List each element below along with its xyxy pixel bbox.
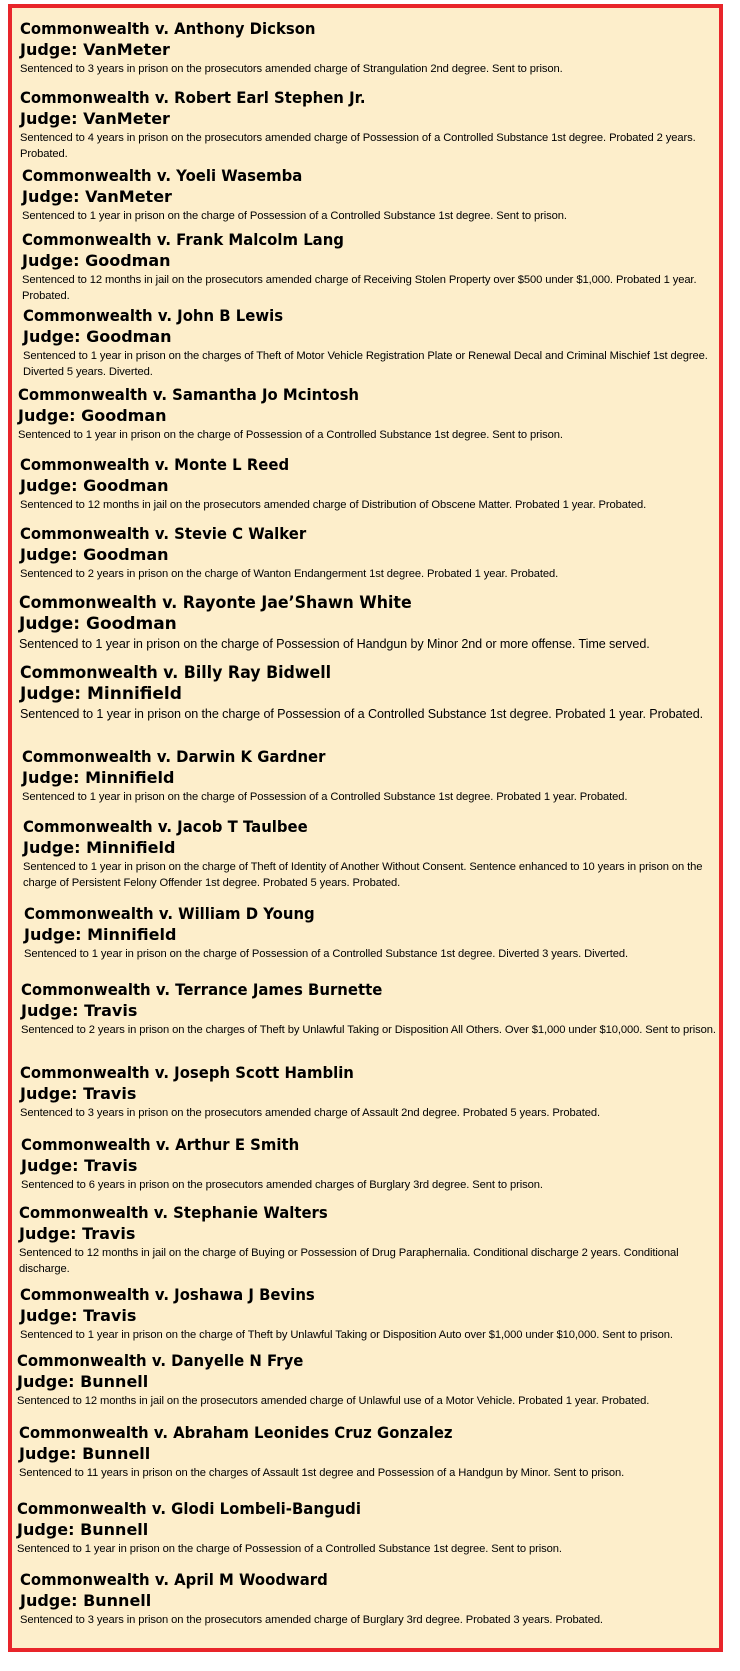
sentence-text: Sentenced to 1 year in prison on the charge of Possession of a Controlled Substance 1st degree. Diverted 3 years. Diverted. — [24, 948, 628, 960]
sentence-text: Sentenced to 11 years in prison on the charges of Assault 1st degree and Possession of a Handgun by Minor. Sent to prison. — [19, 1467, 625, 1479]
case-title: Commonwealth v. Yoeli Wasemba — [22, 166, 303, 185]
court-sentencing-list — [8, 4, 723, 1652]
sentence-text: Sentenced to 12 months in jail on the prosecutors amended charge of Receiving Stolen Property over $500 under $1,000. Probated 1 year. Probated. — [22, 274, 697, 302]
case-title: Commonwealth v. Jacob T Taulbee — [23, 817, 308, 836]
judge-name: Judge: VanMeter — [22, 187, 172, 206]
sentence-text: Sentenced to 1 year in prison on the charge of Theft by Unlawful Taking or Disposition Auto over $1,000 under $10,000. Sent to prison. — [20, 1329, 673, 1341]
sentence-text: Sentenced to 1 year in prison on the charge of Possession of Handgun by Minor 2nd or more offense. Time served. — [19, 637, 650, 651]
case-entry — [22, 165, 722, 224]
case-entry — [17, 1350, 717, 1409]
case-entry — [20, 1284, 720, 1343]
case-entry — [18, 384, 718, 443]
case-entry — [20, 1569, 720, 1628]
sentence-text: Sentenced to 3 years in prison on the prosecutors amended charge of Burglary 3rd degree. Probated 3 years. Probated. — [20, 1614, 603, 1626]
case-entry — [20, 87, 720, 162]
judge-name: Judge: Travis — [20, 1084, 137, 1103]
sentence-text: Sentenced to 1 year in prison on the charge of Possession of a Controlled Substance 1st degree. Sent to prison. — [18, 429, 563, 441]
case-entry — [17, 1498, 717, 1557]
judge-name: Judge: Travis — [21, 1156, 138, 1175]
judge-name: Judge: Minnifield — [20, 684, 182, 704]
case-title: Commonwealth v. Frank Malcolm Lang — [22, 230, 344, 249]
case-title: Commonwealth v. Robert Earl Stephen Jr. — [20, 88, 366, 107]
case-title: Commonwealth v. Joshawa J Bevins — [20, 1285, 315, 1304]
judge-name: Judge: Travis — [21, 1001, 138, 1020]
sentence-text: Sentenced to 1 year in prison on the charge of Possession of a Controlled Substance 1st degree. Probated 1 year. Probated. — [22, 791, 628, 803]
case-title: Commonwealth v. April M Woodward — [20, 1570, 328, 1589]
case-title: Commonwealth v. Rayonte Jae’Shawn White — [19, 593, 412, 613]
case-entry — [19, 1422, 719, 1481]
case-entry — [20, 523, 720, 582]
judge-name: Judge: Goodman — [20, 545, 169, 564]
judge-name: Judge: Bunnell — [17, 1372, 149, 1391]
sentence-text: Sentenced to 1 year in prison on the charge of Possession of a Controlled Substance 1st degree. Probated 1 year. Probated. — [20, 707, 704, 721]
case-entry — [19, 593, 719, 652]
sentence-text: Sentenced to 3 years in prison on the prosecutors amended charge of Strangulation 2nd degree. Sent to prison. — [20, 63, 563, 75]
case-entry — [22, 229, 722, 304]
sentence-text: Sentenced to 2 years in prison on the charges of Theft by Unlawful Taking or Disposition All Others. Over $1,000 under $10,000. Sent to prison. — [21, 1024, 716, 1036]
case-title: Commonwealth v. Danyelle N Frye — [17, 1351, 304, 1370]
judge-name: Judge: VanMeter — [20, 40, 170, 59]
case-title: Commonwealth v. Abraham Leonides Cruz Gonzalez — [19, 1423, 453, 1442]
case-entry — [24, 903, 724, 962]
case-title: Commonwealth v. Monte L Reed — [20, 455, 290, 474]
case-title: Commonwealth v. Joseph Scott Hamblin — [20, 1063, 354, 1082]
case-entry — [23, 816, 723, 891]
case-title: Commonwealth v. John B Lewis — [23, 306, 284, 325]
judge-name: Judge: Goodman — [22, 251, 171, 270]
sentence-text: Sentenced to 12 months in jail on the prosecutors amended charge of Unlawful use of a Motor Vehicle. Probated 1 year. Probated. — [17, 1395, 650, 1407]
judge-name: Judge: VanMeter — [20, 109, 170, 128]
judge-name: Judge: Minnifield — [23, 838, 176, 857]
case-entry — [19, 1202, 719, 1277]
sentence-text: Sentenced to 12 months in jail on the prosecutors amended charge of Distribution of Obscene Matter. Probated 1 year. Probated. — [20, 499, 647, 511]
case-entry — [21, 1134, 721, 1193]
case-title: Commonwealth v. William D Young — [24, 904, 315, 923]
case-title: Commonwealth v. Darwin K Gardner — [22, 747, 326, 766]
judge-name: Judge: Travis — [19, 1224, 136, 1243]
case-title: Commonwealth v. Terrance James Burnette — [21, 980, 383, 999]
judge-name: Judge: Bunnell — [17, 1520, 149, 1539]
sentence-text: Sentenced to 2 years in prison on the charge of Wanton Endangerment 1st degree. Probated 1 year. Probated. — [20, 568, 559, 580]
sentence-text: Sentenced to 1 year in prison on the charge of Possession of a Controlled Substance 1st degree. Sent to prison. — [17, 1543, 562, 1555]
case-title: Commonwealth v. Glodi Lombeli-Bangudi — [17, 1499, 361, 1518]
judge-name: Judge: Minnifield — [24, 925, 177, 944]
judge-name: Judge: Goodman — [23, 327, 172, 346]
case-entry — [21, 979, 721, 1038]
sentence-text: Sentenced to 1 year in prison on the charge of Possession of a Controlled Substance 1st degree. Sent to prison. — [22, 210, 567, 222]
case-entry — [20, 18, 720, 77]
sentence-text: Sentenced to 1 year in prison on the charges of Theft of Motor Vehicle Registration Plate or Renewal Decal and Criminal Mischief 1st degree. Diverted 5 years. Diverted. — [23, 350, 708, 378]
case-entry — [20, 663, 720, 722]
case-entry — [22, 746, 722, 805]
judge-name: Judge: Goodman — [18, 406, 167, 425]
judge-name: Judge: Bunnell — [20, 1591, 152, 1610]
case-title: Commonwealth v. Samantha Jo Mcintosh — [18, 385, 360, 404]
sentence-text: Sentenced to 1 year in prison on the charge of Theft of Identity of Another Without Consent. Sentence enhanced to 10 years in prison on the charge of Persistent Felony Offender 1st degree. Probated 5 years. Probated. — [23, 861, 703, 889]
case-entry — [23, 305, 723, 380]
case-title: Commonwealth v. Anthony Dickson — [20, 19, 316, 38]
judge-name: Judge: Bunnell — [19, 1444, 151, 1463]
judge-name: Judge: Travis — [20, 1306, 137, 1325]
sentence-text: Sentenced to 12 months in jail on the charge of Buying or Possession of Drug Paraphernalia. Conditional discharge 2 years. Conditional discharge. — [19, 1247, 679, 1275]
sentence-text: Sentenced to 3 years in prison on the prosecutors amended charge of Assault 2nd degree. Probated 5 years. Probated. — [20, 1107, 600, 1119]
judge-name: Judge: Minnifield — [22, 768, 175, 787]
judge-name: Judge: Goodman — [20, 476, 169, 495]
case-entry — [20, 454, 720, 513]
case-title: Commonwealth v. Billy Ray Bidwell — [20, 663, 332, 683]
case-title: Commonwealth v. Stevie C Walker — [20, 524, 307, 543]
sentence-text: Sentenced to 6 years in prison on the prosecutors amended charges of Burglary 3rd degree. Sent to prison. — [21, 1179, 543, 1191]
case-title: Commonwealth v. Stephanie Walters — [19, 1203, 328, 1222]
judge-name: Judge: Goodman — [19, 614, 177, 634]
case-title: Commonwealth v. Arthur E Smith — [21, 1135, 300, 1154]
case-entry — [20, 1062, 720, 1121]
sentence-text: Sentenced to 4 years in prison on the prosecutors amended charge of Possession of a Controlled Substance 1st degree. Probated 2 years. Probated. — [20, 132, 696, 160]
